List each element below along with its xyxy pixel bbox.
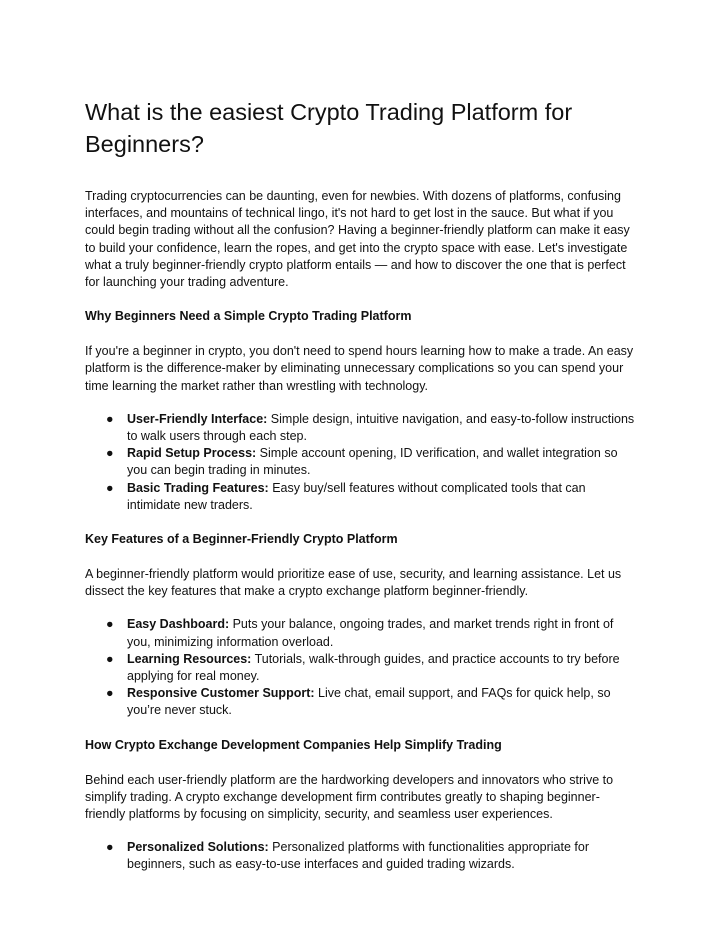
section-development-companies xyxy=(85,737,640,874)
bullet-list xyxy=(85,616,640,719)
intro-paragraph: Trading cryptocurrencies can be daunting, even for newbies. With dozens of platforms, confusing interfaces, and mountains of technical lingo, it's not hard to get lost in the sauce. But what if you could begin trading without all the confusion? Having a beginner-friendly platform can make it easy to build your confidence, learn the ropes, and get into the crypto space with ease. Let's investigate what a truly beginner-friendly crypto platform entails — and how to discover the one that is perfect for launching your trading adventure. xyxy=(85,189,630,290)
section-heading: Key Features of a Beginner-Friendly Crypto Platform xyxy=(85,532,398,547)
bullet-icon: ● xyxy=(106,480,114,495)
page-title: What is the easiest Crypto Trading Platform for Beginners? xyxy=(85,99,573,157)
bullet-icon: ● xyxy=(106,617,114,632)
list-item xyxy=(85,651,640,685)
list-item-label: Learning Resources: xyxy=(127,651,252,666)
section-key-features xyxy=(85,531,640,720)
list-item xyxy=(85,839,640,873)
list-item xyxy=(85,616,640,650)
document-page xyxy=(85,96,640,891)
list-item-text: Puts your balance, ongoing trades, and market trends right in front of you, minimizing information overload. xyxy=(127,617,614,649)
list-item-text: Live chat, email support, and FAQs for quick help, so you’re never stuck. xyxy=(127,686,611,718)
list-item-label: Rapid Setup Process: xyxy=(127,446,257,461)
list-item-label: Basic Trading Features: xyxy=(127,480,269,495)
list-item-text: Personalized platforms with functionalities appropriate for beginners, such as easy-to-use interfaces and guided trading wizards. xyxy=(127,840,589,872)
list-item-text: Tutorials, walk-through guides, and practice accounts to try before applying for real money. xyxy=(127,651,620,684)
section-why-beginners xyxy=(85,308,640,514)
bullet-list xyxy=(85,839,640,873)
section-paragraph: Behind each user-friendly platform are the hardworking developers and innovators who strive to simplify trading. A crypto exchange development firm contributes greatly to shaping beginner-friendly platforms by focusing on simplicity, security, and seamless user experiences. xyxy=(85,772,614,822)
bullet-icon: ● xyxy=(106,686,114,701)
list-item-text: Easy buy/sell features without complicated tools that can intimidate new traders. xyxy=(127,480,586,512)
list-item-label: Personalized Solutions: xyxy=(127,840,269,855)
section-heading: Why Beginners Need a Simple Crypto Trading Platform xyxy=(85,309,412,324)
list-item-label: User-Friendly Interface: xyxy=(127,411,268,426)
list-item xyxy=(85,411,640,445)
section-heading: How Crypto Exchange Development Companies Help Simplify Trading xyxy=(85,737,502,752)
section-paragraph: If you're a beginner in crypto, you don't need to spend hours learning how to make a trade. An easy platform is the difference-maker by eliminating unnecessary complications so you can spend your time learning the market rather than wrestling with technology. xyxy=(85,344,634,393)
list-item-label: Easy Dashboard: xyxy=(127,617,230,632)
list-item-text: Simple account opening, ID verification, and wallet integration so you can begin trading in minutes. xyxy=(127,446,618,478)
list-item-text: Simple design, intuitive navigation, and easy-to-follow instructions to walk users through each step. xyxy=(127,411,635,444)
bullet-icon: ● xyxy=(106,446,114,461)
list-item-label: Responsive Customer Support: xyxy=(127,686,315,701)
list-item xyxy=(85,480,640,514)
bullet-icon: ● xyxy=(106,840,114,855)
bullet-list xyxy=(85,411,640,514)
bullet-icon: ● xyxy=(106,411,114,426)
list-item xyxy=(85,685,640,719)
bullet-icon: ● xyxy=(106,651,114,666)
list-item xyxy=(85,445,640,479)
section-paragraph: A beginner-friendly platform would prioritize ease of use, security, and learning assistance. Let us dissect the key features that make a crypto exchange platform beginner-friendly. xyxy=(85,567,622,599)
